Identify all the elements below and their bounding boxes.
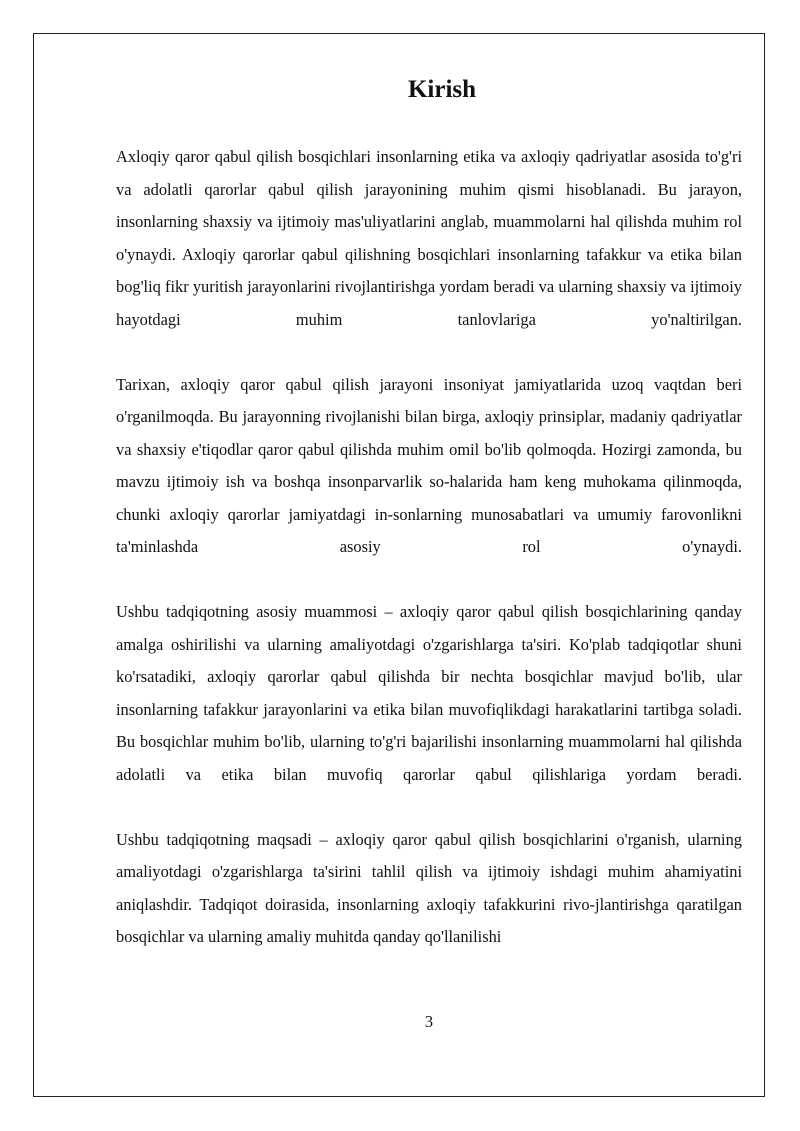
- paragraph-history: Tarixan, axloqiy qaror qabul qilish jarayoni insoniyat jamiyatlarida uzoq vaqtdan beri o'rganilmoqda. Bu jarayonning rivojlanishi bilan birga, axloqiy prinsiplar, madaniy qadriyatlar va shaxsiy e'tiqodlar qaror qabul qilishda muhim omil bo'lib qolmoqda. Hozirgi zamonda, bu mavzu ijtimoiy ish va boshqa insonparvarlik so-halarida ham keng muhokama qilinmoqda, chunki axloqiy qarorlar jamiyatdagi in-sonlarning munosabatlari va umumiy farovonlikni ta'minlashda asosiy rol o'ynaydi.: [116, 374, 742, 556]
- page-title: Kirish: [407, 76, 477, 103]
- document-body: [116, 74, 742, 954]
- page-number: 3: [424, 1012, 434, 1031]
- paragraph-problem: Ushbu tadqiqotning asosiy muammosi – axloqiy qaror qabul qilish bosqichlarining qanday amalga oshirilishi va ularning amaliyotdagi o'zgarishlarga ta'siri. Ko'plab tadqiqotlar shuni ko'rsatadiki, axloqiy qarorlar qabul qilishda bir nechta bosqichlar mavjud bo'lib, ular insonlarning tafakkur jarayonlarini va etika bilan muvofiqlikdagi harakatlarini tartibga soladi. Bu bosqichlar muhim bo'lib, ularning to'g'ri bajarilishi insonlarning muammolarni hal qilishda adolatli va etika bilan muvofiq qarorlar qabul qilishlariga yordam beradi.: [116, 602, 742, 784]
- paragraph-intro: Axloqiy qaror qabul qilish bosqichlari insonlarning etika va axloqiy qadriyatlar asosida to'g'ri va adolatli qarorlar qabul qilish jarayonining muhim qismi hisoblanadi. Bu jarayon, insonlarning shaxsiy va ijtimoiy mas'uliyatlarini anglab, muammolarni hal qilishda muhim rol o'ynaydi. Axloqiy qarorlar qabul qilishning bosqichlari insonlarning tafakkur va etika bilan bog'liq fikr yuritish jarayonlarini rivojlantirishga yordam beradi va ularning shaxsiy va ijtimoiy hayotdagi muhim tanlovlariga yo'naltirilgan.: [116, 147, 742, 329]
- paragraph-goal: Ushbu tadqiqotning maqsadi – axloqiy qaror qabul qilish bosqichlarini o'rganish, ularning amaliyotdagi o'zgarishlarga ta'sirini tahlil qilish va ijtimoiy ishdagi muhim ahamiyatini aniqlashdir. Tadqiqot doirasida, insonlarning axloqiy tafakkurini rivo-jlantirishga qaratilgan bosqichlar va ularning amaliy muhitda qanday qo'llanilishi: [116, 829, 742, 946]
